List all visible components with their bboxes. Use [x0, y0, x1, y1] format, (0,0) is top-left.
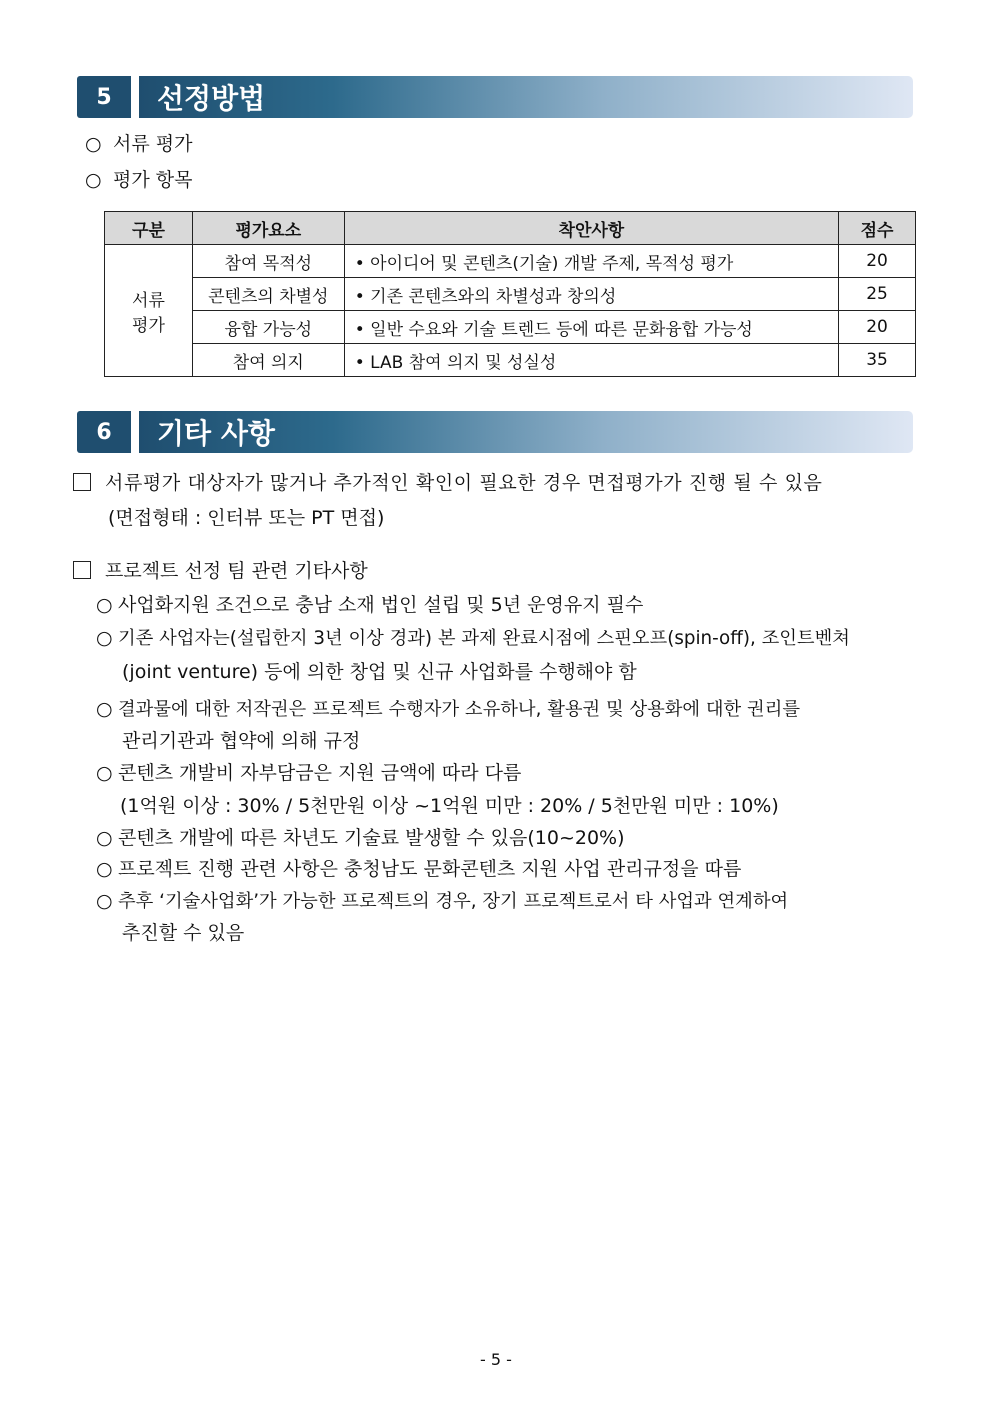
circle-bullet-icon: ○: [85, 169, 102, 191]
table-row: [105, 344, 916, 377]
interview-note-text: 서류평가 대상자가 많거나 추가적인 확인이 필요한 경우 면접평가가 진행 될 수 있음: [105, 472, 823, 494]
list-item-text: 프로젝트 진행 관련 사항은 충청남도 문화콘텐츠 지원 사업 관리규정을 따름: [118, 858, 742, 880]
circle-bullet-icon: ○: [96, 890, 113, 912]
page-number: - 5 -: [480, 1350, 512, 1369]
header-element: 평가요소: [192, 212, 344, 245]
circle-bullet-icon: ○: [96, 858, 113, 880]
circle-bullet-icon: ○: [96, 762, 113, 784]
element-cell: 융합 가능성: [192, 311, 344, 344]
list-item-continued: (joint venture) 등에 의한 창업 및 신규 사업화를 수행해야 함: [122, 661, 637, 683]
list-item: [96, 625, 850, 652]
list-item: [96, 856, 741, 882]
table-row: [105, 311, 916, 344]
table-row: [105, 245, 916, 278]
list-item-text: 사업화지원 조건으로 충남 소재 법인 설립 및 5년 운영유지 필수: [118, 594, 644, 616]
section-title: 기타 사항: [139, 411, 913, 453]
list-item-text: 콘텐츠 개발비 자부담금은 지원 금액에 따라 다름: [118, 762, 522, 784]
circle-bullet-icon: ○: [96, 627, 113, 649]
focus-cell: • LAB 참여 의지 및 성실성: [344, 344, 838, 377]
category-cell: [105, 245, 193, 377]
project-notes-title: [73, 558, 368, 584]
list-item: [96, 888, 788, 915]
table-header-row: [105, 212, 916, 245]
focus-cell: • 아이디어 및 콘텐츠(기술) 개발 주제, 목적성 평가: [344, 245, 838, 278]
list-item-text: 기존 사업자는(설립한지 3년 이상 경과) 본 과제 완료시점에 스핀오프(spin-off), 조인트벤쳐: [118, 628, 850, 649]
score-cell: 35: [839, 344, 916, 377]
section-number: 6: [77, 411, 131, 453]
section-5-header: [77, 76, 913, 118]
element-cell: 참여 의지: [192, 344, 344, 377]
list-item-text: 콘텐츠 개발에 따른 차년도 기술료 발생할 수 있음(10~20%): [118, 827, 625, 849]
bullet-document-eval: [85, 131, 193, 157]
section-number: 5: [77, 76, 131, 118]
element-cell: 참여 목적성: [192, 245, 344, 278]
list-item: [96, 760, 521, 786]
interview-note: [73, 470, 921, 496]
section-title: 선정방법: [139, 76, 913, 118]
checkbox-square-icon: [73, 561, 91, 579]
section-6-header: [77, 411, 913, 453]
element-cell: 콘텐츠의 차별성: [192, 278, 344, 311]
interview-format: (면접형태 : 인터뷰 또는 PT 면접): [108, 507, 385, 529]
score-cell: 20: [839, 311, 916, 344]
header-score: 점수: [839, 212, 916, 245]
list-item: [96, 592, 643, 618]
evaluation-table: [104, 211, 916, 377]
header-focus: 착안사항: [344, 212, 838, 245]
circle-bullet-icon: ○: [96, 594, 113, 616]
circle-bullet-icon: ○: [85, 133, 102, 155]
circle-bullet-icon: ○: [96, 827, 113, 849]
score-cell: 25: [839, 278, 916, 311]
bullet-text: 평가 항목: [113, 169, 193, 191]
focus-cell: • 일반 수요와 기술 트렌드 등에 따른 문화융합 가능성: [344, 311, 838, 344]
bullet-eval-items: [85, 167, 193, 193]
category-line: 서류: [132, 290, 165, 311]
header-category: 구분: [105, 212, 193, 245]
score-cell: 20: [839, 245, 916, 278]
list-item-text: 결과물에 대한 저작권은 프로젝트 수행자가 소유하나, 활용권 및 상용화에 대한 권리를: [118, 699, 801, 720]
bullet-text: 서류 평가: [113, 133, 193, 155]
table-row: [105, 278, 916, 311]
checkbox-square-icon: [73, 473, 91, 491]
list-item-text: 추후 ‘기술사업화’가 가능한 프로젝트의 경우, 장기 프로젝트로서 타 사업과 연계하여: [118, 891, 789, 912]
list-item-continued: (1억원 이상 : 30% / 5천만원 이상 ~1억원 미만 : 20% / 5천만원 미만 : 10%): [120, 795, 779, 817]
list-item-continued: 추진할 수 있음: [122, 922, 245, 944]
list-item: [96, 825, 625, 851]
category-line: 평가: [132, 315, 165, 336]
list-item: [96, 696, 800, 723]
focus-cell: • 기존 콘텐츠와의 차별성과 창의성: [344, 278, 838, 311]
list-item-continued: 관리기관과 협약에 의해 규정: [122, 730, 361, 752]
project-notes-title-text: 프로젝트 선정 팀 관련 기타사항: [105, 560, 368, 582]
circle-bullet-icon: ○: [96, 698, 113, 720]
